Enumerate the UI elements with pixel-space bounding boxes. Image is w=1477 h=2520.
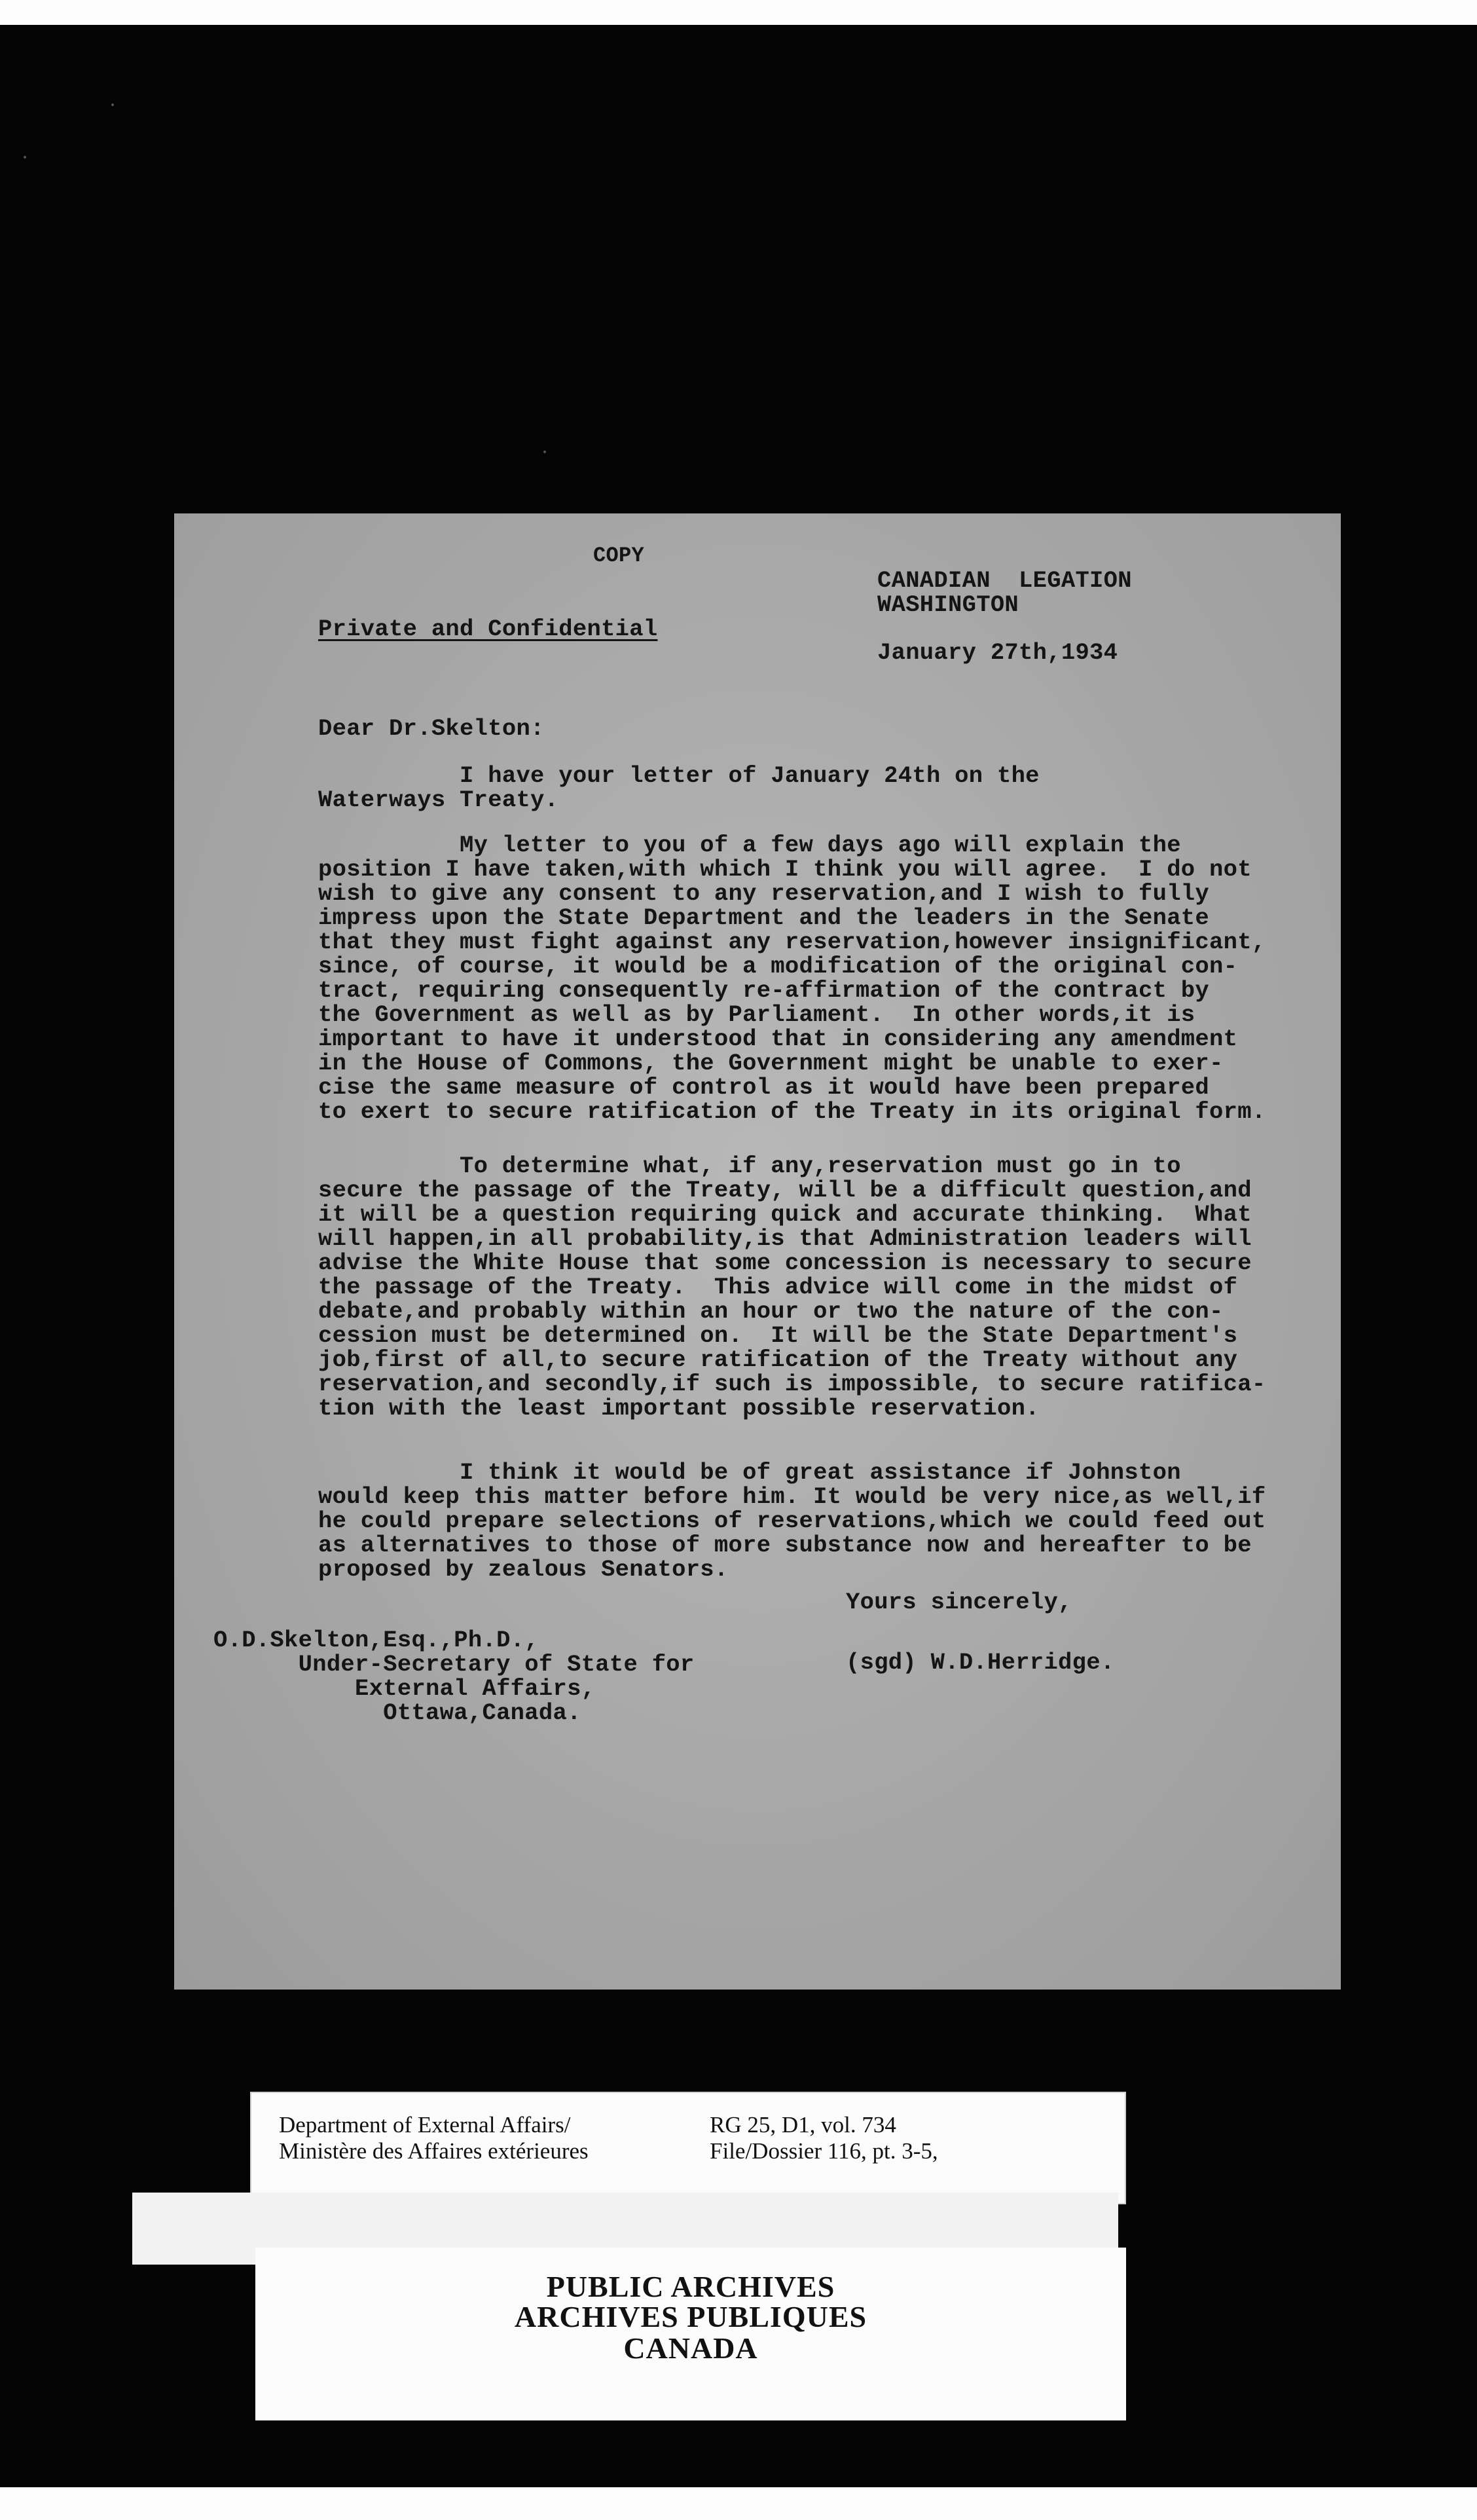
closing: Yours sincerely, — [846, 1589, 1072, 1616]
letter-page — [174, 513, 1341, 1990]
classification-heading: Private and Confidential — [318, 616, 658, 642]
record-group: RG 25, D1, vol. 734 — [710, 2112, 896, 2138]
department-en: Department of External Affairs/ — [279, 2112, 571, 2138]
copy-mark: COPY — [593, 544, 645, 568]
department-fr: Ministère des Affaires extérieures — [279, 2138, 589, 2164]
film-speck — [111, 103, 114, 106]
addressee-block: O.D.Skelton,Esq.,Ph.D., Under-Secretary of State for External Affairs, Ottawa,Canada. — [213, 1627, 695, 1726]
paragraph-4: I think it would be of great assistance if Johnston would keep this matter before him. It would be very nice,as well,if he could prepare selections of reservations,which we could feed out as alternatives to those of more substance now and hereafter to be proposed by zealous Senators. — [318, 1459, 1266, 1583]
stamp-line-1: PUBLIC ARCHIVES — [546, 2270, 835, 2303]
letter-date: January 27th,1934 — [877, 639, 1118, 666]
signature: (sgd) W.D.Herridge. — [846, 1649, 1115, 1676]
paragraph-2: My letter to you of a few days ago will explain the position I have taken,with which I think you will agree. I do not wish to give any consent to any reservation,and I wish to fully impress upon the State Department and the leaders in the Senate that they must fight against any reservation,however insignificant, since, of course, it would be a modification of the original con- tract, requiring consequently re-affirmation of the contract by the Government as well as by Parliament. In other words,it is important to have it understood that in considering any amendment in the House of Commons, the Government might be unable to exer- cise the same measure of control as it would have been prepared to exert to secure ratification of the Treaty in its original form. — [318, 832, 1266, 1125]
paragraph-3: To determine what, if any,reservation must go in to secure the passage of the Treaty, will be a difficult question,and it will be a question requiring quick and accurate thinking. What will happen,in all probability,is that Administration leaders will advise the White House that some concession is necessary to secure the passage of the Treaty. This advice will come in the midst of debate,and probably within an hour or two the nature of the con- cession must be determined on. It will be the State Department's job,first of all,to secure ratification of the Treaty without any reservation,and secondly,if such is impossible, to secure ratifica- tion with the least important possible reservation. — [318, 1153, 1266, 1422]
film-speck — [543, 451, 546, 453]
archive-reference-label — [250, 2092, 1126, 2204]
salutation: Dear Dr.Skelton: — [318, 715, 545, 742]
stamp-line-2: ARCHIVES PUBLIQUES — [514, 2300, 867, 2333]
stamp-line-3: CANADA — [623, 2331, 758, 2365]
legation-heading: CANADIAN LEGATION WASHINGTON — [877, 567, 1132, 618]
archives-stamp — [255, 2248, 1126, 2420]
file-reference: File/Dossier 116, pt. 3-5, — [710, 2138, 938, 2164]
film-speck — [24, 156, 26, 158]
paragraph-1: I have your letter of January 24th on the Waterways Treaty. — [318, 762, 1040, 813]
